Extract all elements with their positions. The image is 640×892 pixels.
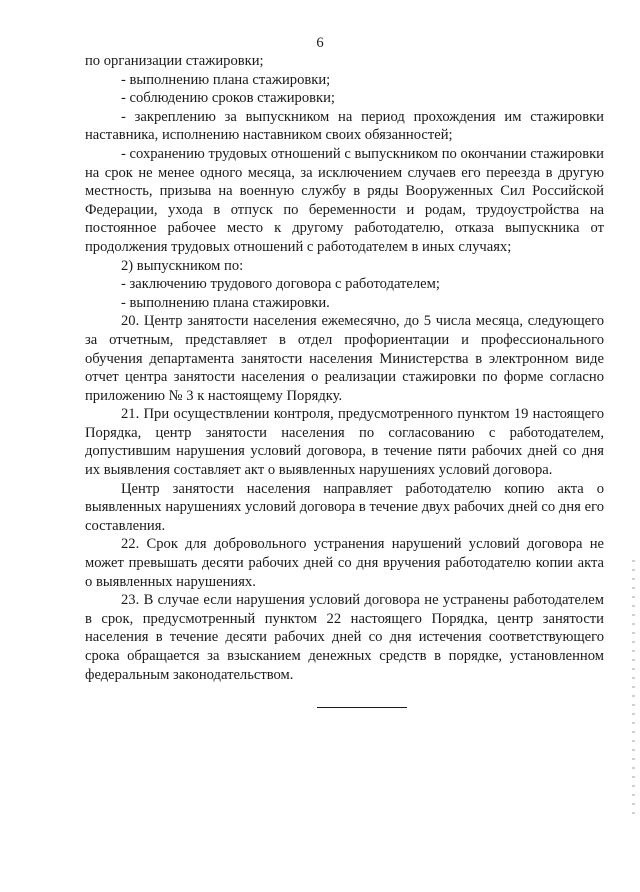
closing-rule-line [317,707,407,708]
clause-21: 21. При осуществлении контроля, предусмотренного пунктом 19 настоящего Порядка, центр занятости населения по согласованию с работодателем, допустившим нарушения условий договора, в течение пяти рабочих дней со дня их выявления составляет акт о выявленных нарушениях условий договора. [85,406,604,479]
clause-20: 20. Центр занятости населения ежемесячно, до 5 числа месяца, следующего за отчетным, представляет в отдел профориентации и профессионального обучения департамента занятости населения Министерства в электронном виде отчет центра занятости населения о реализации стажировки по форме согласно приложению № 3 к настоящему Порядку. [85,313,604,404]
paragraph-continuation: по организации стажировки; [85,53,264,69]
list-item-plan: - выполнению плана стажировки; [121,71,331,88]
scan-edge-marks [632,560,635,820]
list-item-mentor: - закреплению за выпускником на период прохождения им стажировки наставника, исполнению наставником своих обязанностей; [85,108,604,144]
list-item-plan-graduate: - выполнению плана стажировки. [121,294,330,311]
page-number: 6 [316,35,324,51]
clause-21-continuation: Центр занятости населения направляет работодателю копию акта о выявленных нарушениях условий договора в течение двух рабочих дней со дня его составления. [85,480,604,534]
list-item-terms: - соблюдению сроков стажировки; [121,90,335,107]
list-heading-graduate: 2) выпускником по: [121,257,244,274]
list-item-employment: - сохранению трудовых отношений с выпускником по окончании стажировки на срок не менее одного месяца, за исключением случаев его переезда в другую местность, призыва на военную службу в ряды Вооруженных Сил Российской Федерации, ухода в отпуск по беременности и родам, трудоустройства на постоянное рабочее место к другому работодателю, отказа выпускника от продолжения трудовых отношений с работодателем в иных случаях; [85,145,604,255]
clause-22: 22. Срок для добровольного устранения нарушений условий договора не может превышать десяти рабочих дней со дня вручения работодателю копии акта о выявленных нарушениях. [85,536,604,590]
document-body [85,52,604,684]
list-item-contract: - заключению трудового договора с работодателем; [121,276,440,293]
clause-23: 23. В случае если нарушения условий договора не устранены работодателем в срок, предусмотренный пунктом 22 настоящего Порядка, центр занятости населения в течение десяти рабочих дней со дня истечения соответствующего срока обращается за взысканием денежных средств в порядке, установленном федеральным законодательством. [85,592,604,683]
